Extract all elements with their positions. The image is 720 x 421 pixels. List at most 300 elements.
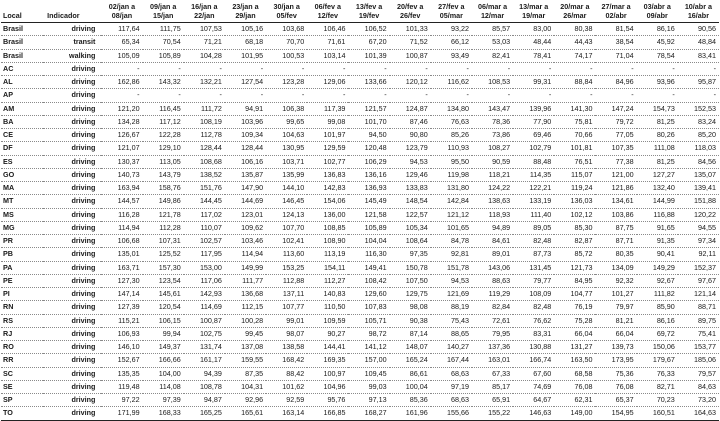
table-row: [1, 195, 719, 208]
cell-value: 150,06: [637, 341, 678, 354]
cell-value: 148,07: [390, 341, 431, 354]
cell-indicador: driving: [43, 129, 101, 142]
cell-value: -: [554, 62, 595, 75]
cell-value: 100,53: [266, 49, 307, 62]
cell-value: 101,65: [431, 221, 472, 234]
cell-value: 65,34: [101, 36, 142, 49]
cell-value: -: [101, 62, 142, 75]
cell-value: 45,92: [637, 36, 678, 49]
cell-local: TO: [1, 407, 43, 420]
cell-value: 151,76: [184, 182, 225, 195]
cell-indicador: driving: [43, 407, 101, 420]
cell-value: 87,14: [390, 327, 431, 340]
header-row: [1, 0, 719, 23]
cell-value: 144,57: [101, 195, 142, 208]
cell-value: 153,77: [678, 341, 719, 354]
cell-value: 104,00: [143, 367, 184, 380]
cell-value: 79,97: [595, 301, 636, 314]
cell-value: 78,41: [513, 49, 554, 62]
cell-value: 138,63: [472, 195, 513, 208]
cell-value: 143,06: [472, 261, 513, 274]
cell-value: 89,01: [472, 248, 513, 261]
cell-value: 86,61: [390, 367, 431, 380]
cell-value: 113,60: [266, 248, 307, 261]
cell-value: -: [143, 62, 184, 75]
cell-value: 163,01: [472, 354, 513, 367]
cell-value: 67,60: [513, 367, 554, 380]
table-row: [1, 341, 719, 354]
cell-local: RN: [1, 301, 43, 314]
cell-indicador: driving: [43, 301, 101, 314]
cell-value: 82,84: [472, 301, 513, 314]
cell-value: 143,32: [143, 76, 184, 89]
cell-value: 138,58: [266, 341, 307, 354]
cell-value: 76,62: [513, 314, 554, 327]
cell-value: 127,54: [225, 76, 266, 89]
cell-value: 90,27: [307, 327, 348, 340]
cell-value: 101,81: [554, 142, 595, 155]
cell-value: 116,62: [431, 76, 472, 89]
cell-value: 120,22: [678, 208, 719, 221]
cell-value: 117,12: [143, 115, 184, 128]
column-header-week: 27/mar a 02/abr: [595, 0, 636, 23]
cell-value: 154,73: [637, 102, 678, 115]
cell-value: 115,21: [101, 314, 142, 327]
cell-value: 129,10: [143, 142, 184, 155]
cell-value: 149,00: [554, 407, 595, 420]
cell-value: 107,70: [266, 221, 307, 234]
cell-value: 109,34: [225, 129, 266, 142]
cell-value: 169,35: [307, 354, 348, 367]
cell-value: 48,84: [678, 36, 719, 49]
cell-value: 38,54: [595, 36, 636, 49]
cell-value: 101,39: [348, 49, 389, 62]
cell-value: 93,96: [637, 76, 678, 89]
cell-value: 80,26: [637, 129, 678, 142]
cell-value: 102,41: [266, 235, 307, 248]
cell-value: 106,29: [348, 155, 389, 168]
cell-value: 75,41: [678, 327, 719, 340]
cell-value: 78,54: [637, 49, 678, 62]
cell-value: -: [431, 89, 472, 102]
cell-value: -: [225, 62, 266, 75]
cell-value: -: [143, 89, 184, 102]
cell-value: 103,14: [307, 49, 348, 62]
cell-indicador: driving: [43, 62, 101, 75]
cell-value: 144,69: [225, 195, 266, 208]
cell-value: 124,22: [472, 182, 513, 195]
cell-value: 128,44: [184, 142, 225, 155]
cell-indicador: driving: [43, 235, 101, 248]
column-header-week: 20/fev a 26/fev: [390, 0, 431, 23]
cell-local: RJ: [1, 327, 43, 340]
cell-value: 102,57: [184, 235, 225, 248]
column-header-local: Local: [1, 0, 43, 23]
cell-value: -: [390, 89, 431, 102]
cell-value: 53,03: [472, 36, 513, 49]
cell-indicador: driving: [43, 367, 101, 380]
cell-value: 139,73: [595, 341, 636, 354]
cell-value: 87,75: [595, 221, 636, 234]
cell-value: 144,10: [266, 182, 307, 195]
cell-value: 94,53: [390, 155, 431, 168]
cell-value: 111,75: [143, 23, 184, 36]
cell-value: 140,27: [431, 341, 472, 354]
cell-value: 153,00: [184, 261, 225, 274]
data-table: [1, 0, 719, 421]
cell-value: 133,83: [390, 182, 431, 195]
column-header-week: 10/abr a 16/abr: [678, 0, 719, 23]
cell-value: 88,65: [431, 327, 472, 340]
cell-value: 143,47: [472, 102, 513, 115]
cell-value: 108,85: [307, 221, 348, 234]
cell-value: 85,72: [554, 248, 595, 261]
cell-value: 71,04: [595, 49, 636, 62]
cell-value: 99,08: [307, 115, 348, 128]
cell-value: 106,93: [101, 327, 142, 340]
cell-indicador: driving: [43, 394, 101, 407]
cell-value: 74,69: [513, 380, 554, 393]
cell-indicador: driving: [43, 314, 101, 327]
cell-value: 70,23: [637, 394, 678, 407]
cell-value: 142,93: [184, 288, 225, 301]
cell-indicador: driving: [43, 248, 101, 261]
table-row: [1, 261, 719, 274]
cell-indicador: driving: [43, 102, 101, 115]
cell-value: 139,41: [678, 182, 719, 195]
cell-value: 105,09: [101, 49, 142, 62]
cell-value: 135,35: [101, 367, 142, 380]
cell-value: 143,79: [143, 168, 184, 181]
cell-indicador: driving: [43, 168, 101, 181]
cell-value: 154,11: [307, 261, 348, 274]
cell-value: 92,81: [431, 248, 472, 261]
cell-value: 168,27: [348, 407, 389, 420]
cell-value: 122,28: [143, 129, 184, 142]
cell-value: 134,28: [101, 115, 142, 128]
cell-value: 130,88: [513, 341, 554, 354]
table-row: [1, 89, 719, 102]
cell-value: 121,86: [595, 182, 636, 195]
cell-value: 105,16: [225, 23, 266, 36]
cell-value: 86,16: [637, 23, 678, 36]
cell-value: 165,24: [390, 354, 431, 367]
cell-value: 130,37: [101, 155, 142, 168]
cell-value: 92,11: [678, 248, 719, 261]
cell-value: 83,24: [678, 115, 719, 128]
cell-value: 82,41: [472, 49, 513, 62]
cell-value: 90,59: [472, 155, 513, 168]
cell-value: 131,80: [431, 182, 472, 195]
cell-local: CE: [1, 129, 43, 142]
cell-local: Brasil: [1, 23, 43, 36]
cell-value: -: [431, 62, 472, 75]
cell-value: 104,96: [307, 380, 348, 393]
cell-indicador: driving: [43, 142, 101, 155]
cell-value: 92,59: [266, 394, 307, 407]
cell-value: -: [307, 89, 348, 102]
cell-value: 100,87: [390, 49, 431, 62]
cell-value: 149,37: [143, 341, 184, 354]
cell-value: 133,19: [513, 195, 554, 208]
cell-value: 146,63: [513, 407, 554, 420]
cell-value: 136,00: [307, 208, 348, 221]
column-header-week: 03/abr a 09/abr: [637, 0, 678, 23]
cell-value: -: [472, 62, 513, 75]
cell-value: 163,94: [101, 182, 142, 195]
cell-value: 70,70: [266, 36, 307, 49]
cell-value: 74,17: [554, 49, 595, 62]
cell-value: 142,83: [307, 182, 348, 195]
cell-local: PB: [1, 248, 43, 261]
cell-value: 94,50: [348, 129, 389, 142]
cell-value: 81,25: [637, 155, 678, 168]
table-row: [1, 23, 719, 36]
cell-value: 136,68: [225, 288, 266, 301]
table-row: [1, 129, 719, 142]
cell-value: 84,96: [595, 76, 636, 89]
cell-value: 87,35: [225, 367, 266, 380]
cell-value: 134,09: [595, 261, 636, 274]
cell-value: 82,48: [513, 301, 554, 314]
cell-value: 121,14: [678, 288, 719, 301]
cell-value: -: [225, 89, 266, 102]
column-header-week: 23/jan a 29/jan: [225, 0, 266, 23]
cell-local: RO: [1, 341, 43, 354]
cell-value: 68,63: [431, 367, 472, 380]
cell-value: 129,46: [390, 168, 431, 181]
cell-value: 112,88: [266, 274, 307, 287]
cell-value: 141,30: [554, 102, 595, 115]
cell-local: PA: [1, 261, 43, 274]
cell-value: 117,64: [101, 23, 142, 36]
table-row: [1, 155, 719, 168]
cell-value: 97,13: [348, 394, 389, 407]
cell-value: 168,33: [143, 407, 184, 420]
cell-value: 71,52: [390, 36, 431, 49]
cell-value: 111,77: [225, 274, 266, 287]
cell-value: 88,19: [431, 301, 472, 314]
cell-value: 163,50: [554, 354, 595, 367]
cell-value: 165,61: [225, 407, 266, 420]
cell-value: 77,05: [595, 129, 636, 142]
cell-value: 100,97: [307, 367, 348, 380]
cell-value: 162,86: [101, 76, 142, 89]
cell-value: 158,76: [143, 182, 184, 195]
cell-value: 120,12: [390, 76, 431, 89]
cell-value: 79,72: [595, 115, 636, 128]
cell-value: 99,01: [266, 314, 307, 327]
cell-value: 83,00: [513, 23, 554, 36]
cell-value: 151,78: [431, 261, 472, 274]
table-row: [1, 288, 719, 301]
cell-value: 88,42: [266, 367, 307, 380]
cell-value: 105,71: [348, 314, 389, 327]
cell-value: 99,03: [348, 380, 389, 393]
cell-value: 157,00: [348, 354, 389, 367]
cell-value: 137,08: [225, 341, 266, 354]
cell-value: 120,54: [143, 301, 184, 314]
cell-value: 105,89: [143, 49, 184, 62]
cell-indicador: walking: [43, 49, 101, 62]
cell-value: 123,28: [266, 76, 307, 89]
cell-value: 125,52: [143, 248, 184, 261]
cell-value: 76,19: [554, 301, 595, 314]
cell-value: 119,24: [554, 182, 595, 195]
cell-value: 135,99: [266, 168, 307, 181]
column-header-week: 20/mar a 26/mar: [554, 0, 595, 23]
cell-value: 99,45: [225, 327, 266, 340]
cell-value: 136,03: [554, 195, 595, 208]
cell-value: 101,97: [307, 129, 348, 142]
cell-value: 84,95: [554, 274, 595, 287]
cell-value: 114,94: [225, 248, 266, 261]
cell-value: 67,33: [472, 367, 513, 380]
cell-value: 78,36: [472, 115, 513, 128]
cell-value: 121,20: [101, 102, 142, 115]
cell-value: 123,79: [390, 142, 431, 155]
cell-value: 137,36: [472, 341, 513, 354]
cell-value: 166,66: [143, 354, 184, 367]
cell-value: 152,67: [101, 354, 142, 367]
cell-value: 159,55: [225, 354, 266, 367]
cell-value: 118,03: [678, 142, 719, 155]
cell-value: 135,01: [101, 248, 142, 261]
cell-value: 117,95: [184, 248, 225, 261]
cell-value: 137,11: [266, 288, 307, 301]
cell-indicador: driving: [43, 341, 101, 354]
cell-value: 121,07: [101, 142, 142, 155]
cell-value: 116,28: [101, 208, 142, 221]
cell-value: 100,87: [184, 314, 225, 327]
table-row: [1, 102, 719, 115]
cell-local: SP: [1, 394, 43, 407]
cell-value: 106,46: [307, 23, 348, 36]
cell-value: 85,17: [472, 380, 513, 393]
cell-value: 82,71: [637, 380, 678, 393]
cell-value: 94,55: [678, 221, 719, 234]
column-header-week: 13/fev a 19/fev: [348, 0, 389, 23]
cell-value: 108,09: [513, 288, 554, 301]
cell-value: 95,87: [678, 76, 719, 89]
table-row: [1, 168, 719, 181]
cell-value: 111,72: [184, 102, 225, 115]
cell-value: 123,01: [225, 208, 266, 221]
cell-value: 141,12: [348, 341, 389, 354]
cell-value: 168,42: [266, 354, 307, 367]
table-row: [1, 208, 719, 221]
cell-value: 161,96: [390, 407, 431, 420]
cell-value: 117,39: [307, 102, 348, 115]
cell-local: PR: [1, 235, 43, 248]
table-row: [1, 115, 719, 128]
cell-value: 106,38: [266, 102, 307, 115]
cell-value: 140,73: [101, 168, 142, 181]
cell-value: 84,56: [678, 155, 719, 168]
cell-value: 104,31: [225, 380, 266, 393]
cell-indicador: driving: [43, 221, 101, 234]
cell-value: 97,67: [678, 274, 719, 287]
table-row: [1, 367, 719, 380]
cell-value: 85,30: [554, 221, 595, 234]
cell-value: 121,57: [348, 102, 389, 115]
cell-value: 155,66: [431, 407, 472, 420]
cell-value: 87,71: [595, 235, 636, 248]
cell-value: 117,02: [184, 208, 225, 221]
cell-value: 113,19: [307, 248, 348, 261]
cell-local: SE: [1, 380, 43, 393]
cell-value: 142,84: [431, 195, 472, 208]
cell-value: -: [184, 89, 225, 102]
cell-value: 167,44: [431, 354, 472, 367]
cell-value: 114,69: [184, 301, 225, 314]
cell-value: 120,48: [348, 142, 389, 155]
cell-value: 101,33: [390, 23, 431, 36]
cell-value: 144,45: [184, 195, 225, 208]
cell-value: 97,22: [101, 394, 142, 407]
cell-value: 166,74: [513, 354, 554, 367]
cell-value: 76,33: [637, 367, 678, 380]
cell-value: 68,63: [431, 394, 472, 407]
cell-value: 75,28: [554, 314, 595, 327]
cell-value: 101,27: [595, 288, 636, 301]
cell-value: 76,08: [554, 380, 595, 393]
table-row: [1, 327, 719, 340]
table-row: [1, 49, 719, 62]
cell-value: 111,08: [637, 142, 678, 155]
cell-value: -: [678, 62, 719, 75]
cell-indicador: driving: [43, 115, 101, 128]
cell-value: -: [307, 62, 348, 75]
cell-value: 65,37: [595, 394, 636, 407]
cell-value: 112,28: [143, 221, 184, 234]
cell-value: 119,48: [101, 380, 142, 393]
cell-value: 140,83: [307, 288, 348, 301]
cell-value: 155,22: [472, 407, 513, 420]
table-row: [1, 274, 719, 287]
cell-value: 76,51: [554, 155, 595, 168]
cell-value: 113,05: [143, 155, 184, 168]
cell-value: 68,58: [554, 367, 595, 380]
cell-value: 150,78: [390, 261, 431, 274]
table-row: [1, 36, 719, 49]
cell-value: 164,63: [678, 407, 719, 420]
cell-value: 92,32: [595, 274, 636, 287]
cell-value: 71,21: [184, 36, 225, 49]
cell-value: 160,51: [637, 407, 678, 420]
cell-value: 151,88: [678, 195, 719, 208]
cell-value: 124,87: [390, 102, 431, 115]
cell-value: 145,61: [143, 288, 184, 301]
cell-value: 152,37: [678, 261, 719, 274]
cell-value: -: [595, 62, 636, 75]
cell-value: 123,54: [143, 274, 184, 287]
cell-value: -: [266, 89, 307, 102]
cell-value: -: [637, 62, 678, 75]
cell-value: 109,45: [348, 367, 389, 380]
cell-value: 107,50: [390, 274, 431, 287]
cell-value: 112,27: [307, 274, 348, 287]
table-row: [1, 76, 719, 89]
cell-value: 108,53: [472, 76, 513, 89]
cell-indicador: driving: [43, 288, 101, 301]
cell-value: 112,15: [225, 301, 266, 314]
cell-value: 104,77: [554, 288, 595, 301]
cell-value: 88,48: [513, 155, 554, 168]
cell-value: 109,62: [225, 221, 266, 234]
cell-indicador: driving: [43, 76, 101, 89]
cell-local: MA: [1, 182, 43, 195]
